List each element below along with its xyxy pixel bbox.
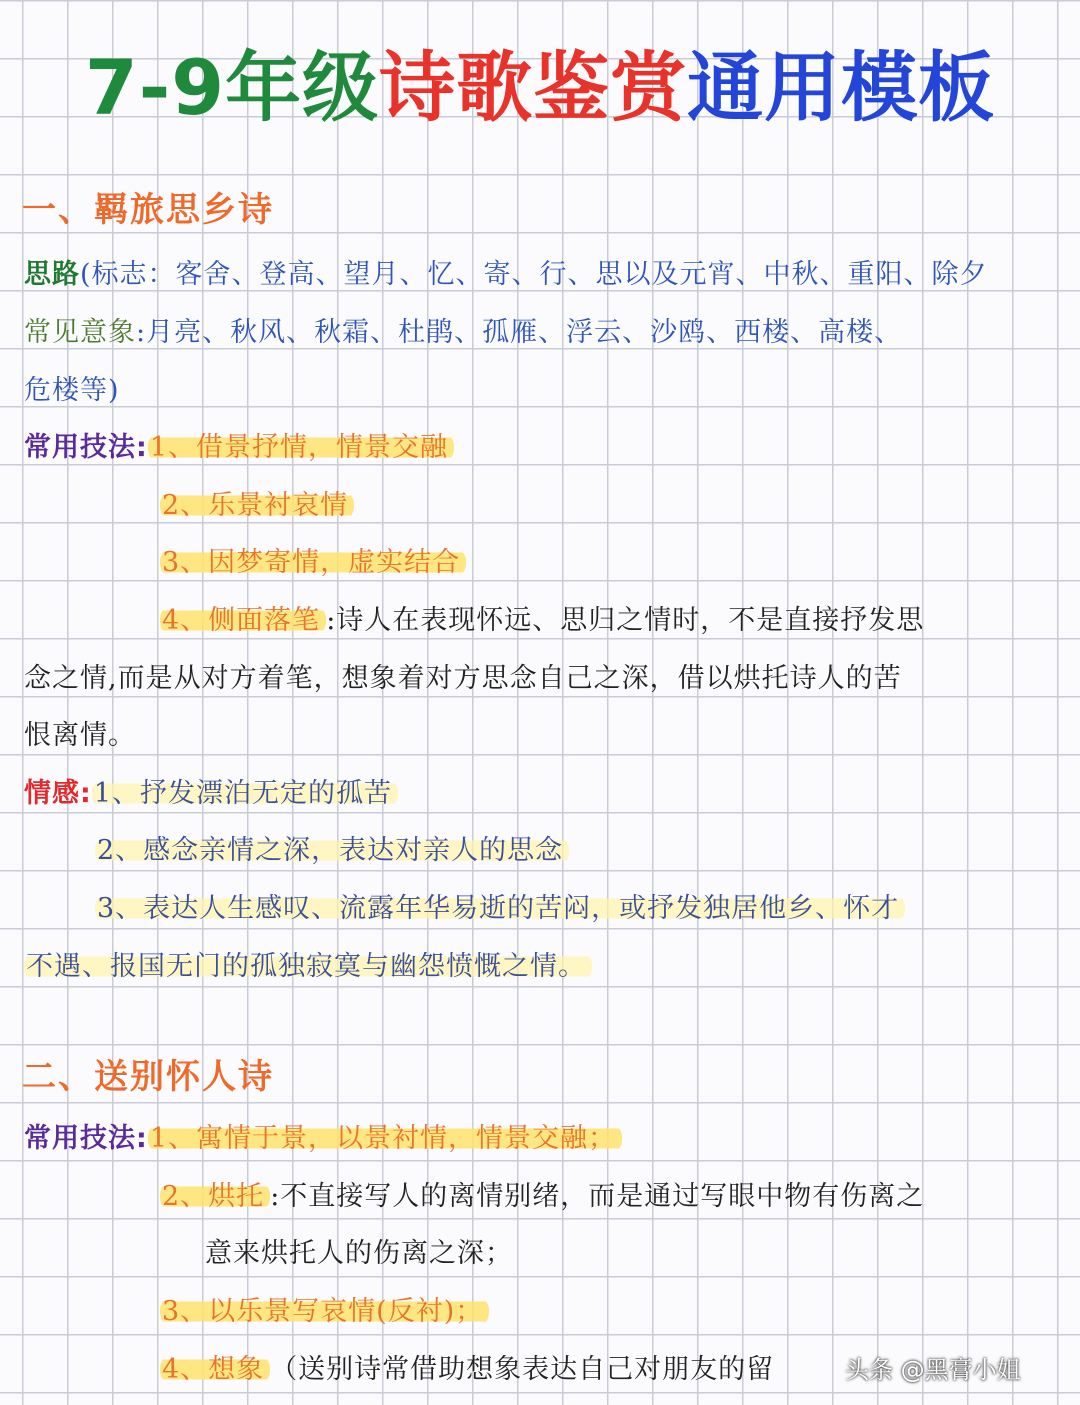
section1-jifa2-line — [160, 486, 354, 526]
yixiang-text: :月亮、秋风、秋霜、杜鹃、孤雁、浮云、沙鸥、西楼、高楼、 — [136, 317, 903, 348]
qinggan-label: 情感: — [24, 778, 92, 809]
section2-jifa2-text: :不直接写人的离情别绪，而是通过写眼中物有伤离之 — [270, 1181, 925, 1212]
qinggan-item-3: 3、表达人生感叹、流露年华易逝的苦闷，或抒发独居他乡、怀才 — [95, 893, 905, 924]
section2-jifa2-cont: 意来烘托人的伤离之深； — [205, 1238, 513, 1269]
section1-qinggan2-line — [95, 831, 569, 871]
section2-jifa-item-4: 4、想象 — [160, 1354, 270, 1385]
jifa-label: 常用技法: — [24, 432, 148, 463]
jifa4-text: :诗人在表现怀远、思归之情时，不是直接抒发思 — [326, 605, 925, 636]
section1-qinggan1-line — [24, 774, 398, 814]
section2-jifa-item-2: 2、烘托 — [160, 1181, 270, 1212]
title-template: 通用模板 — [687, 43, 996, 132]
silu-text: (标志：客舍、登高、望月、忆、寄、行、思以及元宵、中秋、重阳、除夕 — [80, 259, 988, 290]
section2-jifa1-line — [24, 1119, 622, 1159]
section1-jifa4-line — [160, 601, 924, 641]
yixiang-label: 常见意象 — [24, 317, 136, 348]
section1-jifa3-line — [160, 543, 466, 583]
title-topic: 诗歌鉴赏 — [379, 43, 688, 132]
section2-heading: 二、送别怀人诗 — [22, 1057, 274, 1097]
qinggan-item-1: 1、抒发漂泊无定的孤苦 — [92, 778, 398, 809]
qinggan-item-2: 2、感念亲情之深，表达对亲人的思念 — [95, 835, 569, 866]
watermark: 头条 @黑膏小姐 — [845, 1356, 1021, 1384]
section1-silu-line — [24, 255, 988, 295]
section2-jifa-item-3: 3、以乐景写哀情(反衬)； — [160, 1296, 489, 1327]
qinggan3-cont: 不遇、报国无门的孤独寂寞与幽怨愤慨之情。 — [24, 951, 592, 982]
title-grade: 7-9年级 — [84, 43, 380, 132]
jifa-item-4: 4、侧面落笔 — [160, 605, 326, 636]
section2-jifa4-text: （送别诗常借助想象表达自己对朋友的留 — [270, 1354, 775, 1385]
section2-jifa3-line — [160, 1292, 489, 1332]
jifa-item-3: 3、因梦寄情，虚实结合 — [160, 547, 466, 578]
silu-label: 思路 — [24, 259, 80, 290]
page-title — [0, 38, 1080, 138]
section2-jifa2-line — [160, 1177, 924, 1217]
jifa-item-1: 1、借景抒情，情景交融 — [148, 432, 454, 463]
section1-qinggan3-line — [95, 889, 905, 929]
jifa4-cont2: 恨离情。 — [24, 720, 136, 751]
section2-jifa-item-1: 1、寓情于景，以景衬情，情景交融； — [148, 1123, 622, 1154]
section2-jifa-label: 常用技法: — [24, 1123, 148, 1154]
section1-yixiang-line — [24, 313, 902, 353]
jifa-item-2: 2、乐景衬哀情 — [160, 490, 354, 521]
section1-heading: 一、羁旅思乡诗 — [22, 190, 274, 230]
section1-qinggan3-cont-line — [24, 947, 592, 987]
yixiang-cont: 危楼等) — [24, 375, 120, 406]
section2-jifa4-line — [160, 1350, 774, 1390]
jifa4-cont1: 念之情,而是从对方着笔，想象着对方思念自己之深，借以烘托诗人的苦 — [24, 663, 902, 694]
section1-jifa1-line — [24, 428, 454, 468]
